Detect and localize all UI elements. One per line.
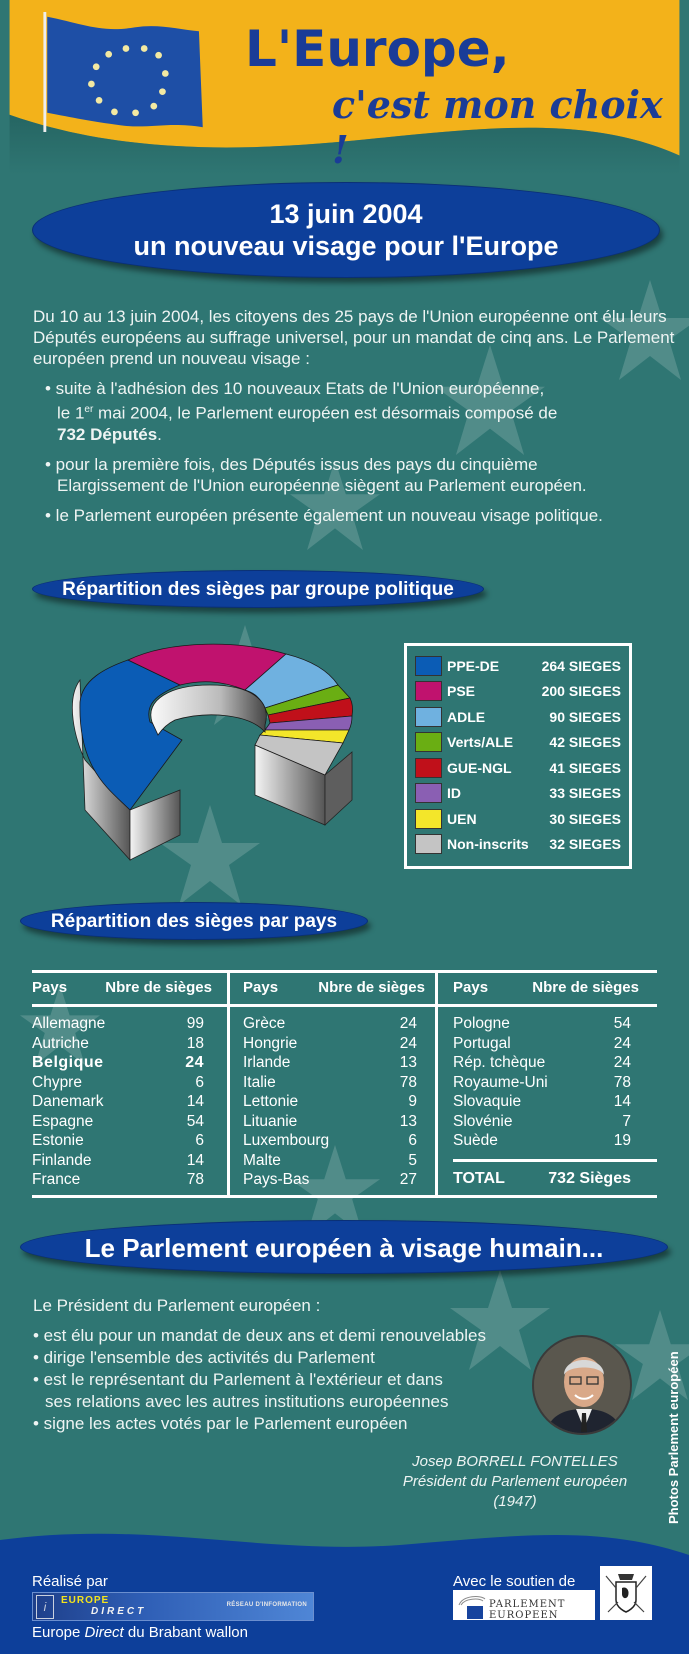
- legend-swatch: [415, 809, 442, 829]
- table-row: Slovaquie 14: [453, 1093, 631, 1110]
- organization-name: Europe Direct du Brabant wallon: [32, 1624, 248, 1641]
- table-row: Grèce 24: [243, 1015, 417, 1032]
- table-column-2: [243, 970, 425, 1190]
- table-row: Portugal 24: [453, 1034, 631, 1052]
- legend-item: GUE-NGL 41 SIEGES: [415, 755, 621, 781]
- table-row: Irlande 13: [243, 1054, 417, 1071]
- legend-item: Verts/ALE 42 SIEGES: [415, 730, 621, 756]
- table-header: Pays Nbre de sièges: [243, 979, 425, 996]
- info-icon: i: [36, 1595, 54, 1619]
- intro-bullet-3: • le Parlement européen présente également un nouveau visage politique.: [45, 505, 603, 525]
- legend-item: ADLE 90 SIEGES: [415, 704, 621, 730]
- president-photo: [532, 1335, 632, 1435]
- table-row: Finlande 14: [32, 1151, 204, 1169]
- table-row: Pologne 54: [453, 1015, 631, 1032]
- legend-swatch: [415, 758, 442, 778]
- intro-text: [33, 306, 683, 526]
- legend-swatch: [415, 656, 442, 676]
- europe-direct-logo[interactable]: i EUROPE DIRECT RÉSEAU D'INFORMATION: [32, 1592, 314, 1621]
- legend-swatch: [415, 834, 442, 854]
- president-bullet: • est élu pour un mandat de deux ans et demi renouvelables: [33, 1326, 486, 1345]
- intro-bullet-2: • pour la première fois, des Députés issus des pays du cinquième Elargissement de l'Union européenne siègent au Parlement européen.: [45, 454, 587, 495]
- table-row: Hongrie 24: [243, 1034, 417, 1052]
- table-row: Luxembourg 6: [243, 1132, 417, 1149]
- table-row: Lituanie 13: [243, 1112, 417, 1130]
- divider: [435, 970, 438, 1198]
- photo-credit: Photos Parlement européen: [666, 1351, 681, 1524]
- president-bullet: • dirige l'ensemble des activités du Parlement: [33, 1348, 375, 1367]
- table-total: TOTAL 732 Sièges: [453, 1170, 631, 1187]
- section-title-president: Le Parlement européen à visage humain...: [20, 1220, 668, 1274]
- section-title-groups: Répartition des sièges par groupe politique: [32, 570, 484, 608]
- president-intro: Le Président du Parlement européen :: [33, 1296, 321, 1315]
- intro-paragraph: Du 10 au 13 juin 2004, les citoyens des 25 pays de l'Union européenne ont élu leurs Députés européens au suffrage universel, pour un mandat de cinq ans. Le Parlement européen prend un nouveau visage :: [33, 307, 675, 368]
- divider: [453, 1159, 657, 1162]
- legend-item: PSE 200 SIEGES: [415, 679, 621, 705]
- legend-swatch: [415, 783, 442, 803]
- hemicycle-chart: [60, 640, 390, 880]
- table-row: Malte 5: [243, 1151, 417, 1169]
- president-text: [33, 1295, 553, 1435]
- president-birth-year: (1947): [493, 1493, 537, 1510]
- president-caption: [390, 1452, 640, 1512]
- legend-item: ID 33 SIEGES: [415, 781, 621, 807]
- eu-flag-icon: [40, 12, 210, 132]
- president-name: Josep BORRELL FONTELLES: [412, 1453, 618, 1470]
- country-table: [32, 970, 657, 1198]
- legend-item: Non-inscrits 32 SIEGES: [415, 832, 621, 858]
- header-subtitle: c'est mon choix !: [332, 82, 663, 172]
- president-bullet-continuation: ses relations avec les autres institutions européennes: [45, 1392, 449, 1411]
- legend-item: UEN 30 SIEGES: [415, 806, 621, 832]
- support-label: Avec le soutien de: [453, 1573, 576, 1590]
- president-bullet: • est le représentant du Parlement à l'extérieur et dans: [33, 1370, 443, 1389]
- deputies-count: 732 Députés: [57, 424, 158, 444]
- main-banner-date: 13 juin 2004: [269, 199, 423, 229]
- table-row: Allemagne 99: [32, 1015, 204, 1032]
- main-banner-subtitle: un nouveau visage pour l'Europe: [133, 231, 559, 261]
- legend-swatch: [415, 707, 442, 727]
- section-title-countries: Répartition des sièges par pays: [20, 902, 368, 940]
- president-bullet: • signe les actes votés par le Parlement européen: [33, 1414, 408, 1433]
- table-row: Espagne 54: [32, 1112, 204, 1130]
- made-by-label: Réalisé par: [32, 1573, 108, 1590]
- chart-legend: [404, 643, 632, 869]
- table-row: Italie 78: [243, 1073, 417, 1091]
- table-row: Slovénie 7: [453, 1112, 631, 1130]
- portrait-icon: [534, 1337, 632, 1435]
- hemicycle-logo-icon: [457, 1593, 487, 1607]
- table-row: Danemark 14: [32, 1093, 204, 1110]
- divider: [227, 970, 230, 1198]
- table-column-3: [453, 970, 639, 1151]
- main-banner: [32, 182, 660, 278]
- table-header: Pays Nbre de sièges: [32, 979, 212, 996]
- table-row: France 78: [32, 1171, 204, 1188]
- divider: [32, 1195, 657, 1198]
- table-row: Lettonie 9: [243, 1093, 417, 1110]
- table-row: Rép. tchèque 24: [453, 1054, 631, 1071]
- european-parliament-logo[interactable]: PARLEMENT EUROPEEN: [453, 1590, 595, 1620]
- table-row: Autriche 18: [32, 1034, 204, 1052]
- table-row: Royaume-Uni 78: [453, 1073, 631, 1091]
- table-row: Suède 19: [453, 1132, 631, 1149]
- intro-bullet-1: • suite à l'adhésion des 10 nouveaux Etats de l'Union européenne, le 1er mai 2004, le Parlement européen est désormais composé de 732 Députés.: [45, 379, 558, 444]
- table-row: Estonie 6: [32, 1132, 204, 1149]
- eu-flag-small-icon: [467, 1606, 483, 1619]
- table-column-1: [32, 970, 212, 1190]
- legend-swatch: [415, 681, 442, 701]
- legend-swatch: [415, 732, 442, 752]
- table-row: Chypre 6: [32, 1073, 204, 1091]
- table-header: Pays Nbre de sièges: [453, 979, 639, 996]
- president-role: Président du Parlement européen: [402, 1473, 628, 1490]
- belgian-coat-of-arms-icon: [600, 1566, 652, 1620]
- legend-item: PPE-DE 264 SIEGES: [415, 653, 621, 679]
- header-title: L'Europe,: [245, 20, 510, 78]
- table-row: Pays-Bas 27: [243, 1171, 417, 1188]
- table-row-highlighted: Belgique 24: [32, 1054, 204, 1071]
